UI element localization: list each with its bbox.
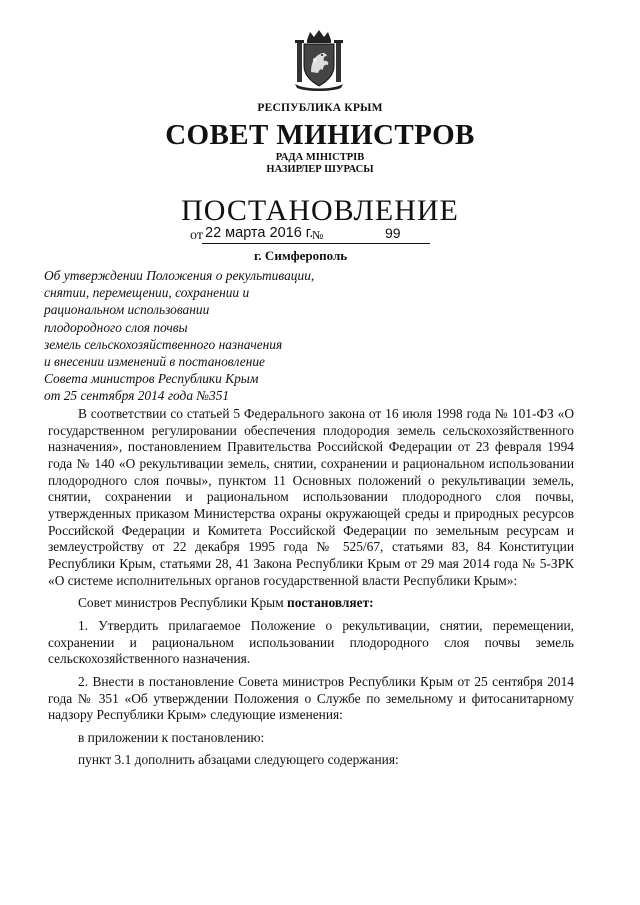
date-number-row	[190, 222, 430, 248]
item-2-paragraph: 2. Внести в постановление Совета министров Республики Крым от 25 сентября 2014 года № 351 «Об утверждении Положения о Службе по земельному и фитосанитарному надзору Республики Крым» следующие изменения:	[48, 673, 574, 723]
crimea-coat-of-arms-icon	[293, 28, 345, 92]
republic-name: РЕСПУБЛИКА КРЫМ	[257, 102, 383, 114]
annex-paragraph: в приложении к постановлению:	[78, 729, 265, 745]
number-label: №	[312, 228, 324, 242]
date-prefix: от	[190, 228, 203, 243]
council-name-crimean-tatar: НАЗИРЛЕР ШУРАСЫ	[266, 164, 374, 175]
preamble-paragraph: В соответствии со статьей 5 Федерального закона от 16 июля 1998 года № 101-ФЗ «О государственном регулировании обеспечения плодородия земель сельскохозяйственного назначения», постановлением Правительства Российской Федерации от 23 февраля 1994 года № 140 «О рекультивации земель, снятии, сохранении и рациональном использовании плодородного слоя почвы», пунктом 11 Основных положений о рекультивации земель, снятии, сохранении и рациональном использовании плодородного слоя почвы, утвержденных приказом Министерства охраны окружающей среды и природных ресурсов Российской Федерации и Комитета Российской Федерации по земельным ресурсам и землеустройству от 22 декабря 1995 года № 525/67, статьями 83, 84 Конституции Республики Крым, статьями 28, 41 Закона Республики Крым от 29 мая 2014 года № 5-ЗРК «О системе исполнительных органов государственной власти Республики Крым»:	[48, 406, 574, 588]
document-type: ПОСТАНОВЛЕНИЕ	[181, 194, 459, 227]
document-body	[48, 406, 574, 769]
document-date: 22 марта 2016 г.	[205, 225, 314, 241]
title-line: плодородного слоя почвы	[44, 319, 188, 335]
resolution-paragraph	[48, 595, 574, 612]
document-city: г. Симферополь	[254, 248, 348, 263]
date-underline	[202, 243, 430, 244]
title-line: снятии, перемещении, сохранении и	[44, 285, 250, 301]
title-line: от 25 сентября 2014 года №351	[44, 388, 230, 404]
title-line: и внесении изменений в постановление	[44, 354, 265, 370]
council-name-ukrainian: РАДА МІНІСТРІВ	[275, 152, 365, 163]
document-title	[44, 267, 374, 405]
document-number: 99	[385, 225, 401, 241]
item-1-paragraph: 1. Утвердить прилагаемое Положение о рекультивации, снятии, перемещении, сохранении и рациональном использовании плодородного слоя почвы земель сельскохозяйственного назначения.	[48, 617, 574, 667]
council-name: СОВЕТ МИНИСТРОВ	[165, 119, 475, 151]
resolution-keyword: постановляет:	[286, 595, 374, 611]
title-line: Совета министров Республики Крым	[44, 371, 259, 387]
title-line: рациональном использовании	[44, 302, 210, 318]
title-line: Об утверждении Положения о рекультивации,	[44, 268, 315, 283]
resolution-intro: Совет министров Республики Крым	[78, 595, 287, 611]
title-line: земель сельскохозяйственного назначения	[44, 336, 283, 352]
clause-paragraph: пункт 3.1 дополнить абзацами следующего содержания:	[78, 752, 399, 768]
